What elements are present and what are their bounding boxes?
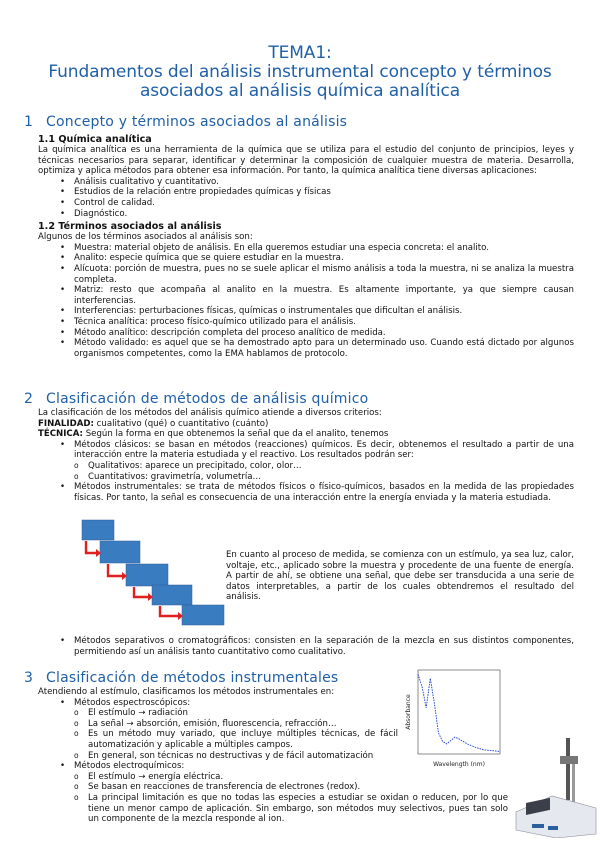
list-item (38, 761, 508, 825)
title-line-1: TEMA1: (268, 43, 332, 63)
tecnica-line (38, 429, 574, 440)
list-item: o El estímulo → radiación (38, 708, 398, 719)
section-1-heading (24, 114, 347, 130)
list-item: • Matriz: resto que acompaña al analito en la muestra. Es altamente importante, ya que siempre causan interferencias. (38, 285, 574, 306)
list-item: o El estímulo → energía eléctrica. (38, 772, 508, 783)
section-2-number: 2 (24, 391, 34, 407)
list-item: o Qualitativos: aparece un precipitado, color, olor… (38, 461, 574, 472)
tecnica-text: Según la forma en que obtenemos la señal que da el analito, tenemos (82, 429, 389, 440)
process-step-box (182, 605, 224, 625)
finalidad-label: FINALIDAD: (38, 418, 94, 429)
applications-list (38, 177, 574, 219)
chart-ylabel: Absorbance (405, 694, 412, 730)
measurement-process-diagram (78, 519, 228, 629)
section-3-title: Clasificación de métodos instrumentales (46, 670, 339, 686)
list-item: o En general, son técnicas no destructivas y de fácil automatización (38, 751, 398, 762)
process-step-box (82, 520, 114, 540)
list-item: • Estudios de la relación entre propiedades químicas y físicas (38, 187, 574, 198)
spectroscopic-label: Métodos espectroscópicos: (74, 697, 191, 708)
list-item: o Cuantitativos: gravimetría, volumetría… (38, 472, 574, 483)
title-line-3: asociados al análisis química analítica (139, 81, 461, 101)
document-title (0, 44, 600, 101)
separative-list (38, 636, 574, 657)
list-item: o La principal limitación es que no todas las especies a estudiar se oxidan o reducen, por lo que tiene un menor campo de aplicación. Sin embargo, son métodos muy selectivos, pues tan solo un componente de la mezcla responde al ion. (38, 793, 508, 825)
section-1-title: Concepto y términos asociados al análisis (46, 114, 348, 130)
electrochemical-sub-list (74, 772, 508, 825)
list-item: • Método validado: es aquel que se ha demostrado apto para un determinado uso. Cuando está dictado por algunos organismos competentes, como la EMA hablamos de protocolo. (38, 338, 574, 359)
section-1-number: 1 (24, 114, 34, 130)
section-2-separative (38, 636, 574, 657)
finalidad-line (38, 419, 574, 430)
tecnica-label: TÉCNICA: (38, 429, 83, 440)
finalidad-text: cualitativo (qué) o cuantitativo (cuánto) (93, 418, 269, 429)
absorbance-spectrum-chart (404, 666, 504, 770)
subsection-1-1-paragraph: La química analítica es una herramienta de la química que se utiliza para el estudio del conjunto de principios, leyes y técnicas necesarios para separar, identificar y determinar la composición de cualquier muestra de materia. Desarrolla, optimiza y aplica métodos para obtener esa información. Por tanto, la química analítica tiene diversas aplicaciones: (38, 145, 574, 177)
measurement-process-paragraph: En cuanto al proceso de medida, se comienza con un estímulo, ya sea luz, calor, voltaje, etc., aplicado sobre la muestra y procedente de una fuente de energía. A partir de ahí, se obtiene una señal, que debe ser transducida a una serie de datos interpretables, a partir de los cuales obtendremos el resultado del análisis. (226, 550, 574, 603)
section-3-heading (24, 670, 338, 686)
list-item: o Es un método muy variado, que incluye múltiples técnicas, de fácil automatización y aplicable a múltiples campos. (38, 729, 398, 750)
process-step-box (100, 541, 140, 563)
section-1-body (38, 134, 574, 359)
list-item: • Técnica analítica: proceso físico-químico utilizado para el análisis. (38, 317, 574, 328)
list-item (38, 440, 574, 482)
list-item: • Métodos separativos o cromatográficos: consisten en la separación de la mezcla en sus distintos componentes, permitiendo así un análisis tanto cuantitativo como cualitativo. (38, 636, 574, 657)
list-item: • Métodos instrumentales: se trata de métodos físicos o físico-químicos, basados en la medida de las propiedades físicas. Por tanto, la señal es consecuencia de una interacción entre la energía enviada y la materia estudiada. (38, 482, 574, 503)
section-2-intro: La clasificación de los métodos del análisis químico atiende a diversos criterios: (38, 408, 382, 418)
electrochemical-instrument-photo (512, 738, 600, 838)
list-item: • Control de calidad. (38, 198, 574, 209)
list-item: • Análisis cualitativo y cuantitativo. (38, 177, 574, 188)
list-item: • Método analítico: descripción completa del proceso analítico de medida. (38, 328, 574, 339)
section-3-number: 3 (24, 670, 34, 686)
list-item: o La señal → absorción, emisión, fluorescencia, refracción… (38, 719, 398, 730)
section-3-intro: Atendiendo al estímulo, clasificamos los métodos instrumentales en: (38, 687, 335, 697)
subsection-1-2-intro: Algunos de los términos asociados al análisis son: (38, 232, 253, 243)
subsection-1-1-title: 1.1 Química analítica (38, 134, 152, 145)
electrochemical-label: Métodos electroquímicos: (74, 761, 185, 772)
list-item: • Analito: especie química que se quiere estudiar en la muestra. (38, 253, 574, 264)
section-2-title: Clasificación de métodos de análisis químico (46, 391, 369, 407)
section-2-body (38, 408, 574, 503)
subsection-1-2-title: 1.2 Términos asociados al análisis (38, 221, 222, 233)
technique-list (38, 440, 574, 504)
list-item: o Se basan en reacciones de transferencia de electrones (redox). (38, 782, 508, 793)
terms-list (38, 243, 574, 360)
list-item: • Muestra: material objeto de análisis. En ella queremos estudiar una especia concreta: el analito. (38, 243, 574, 254)
list-item: • Diagnóstico. (38, 209, 574, 220)
section-2-heading (24, 391, 368, 407)
title-line-2: Fundamentos del análisis instrumental concepto y términos (48, 62, 552, 82)
chart-frame (418, 670, 500, 754)
list-item: • Interferencias: perturbaciones físicas, químicas o instrumentales que dificultan el análisis. (38, 306, 574, 317)
process-step-box (152, 585, 192, 605)
classic-methods-text: Métodos clásicos: se basan en métodos (reacciones) químicos. Es decir, obtenemos el resultado a partir de una interacción entre la materia estudiada y el reactivo. Los resultados podrán ser: (74, 439, 574, 461)
process-step-box (126, 564, 168, 586)
chart-xlabel: Wavelength (nm) (433, 761, 485, 768)
classic-sub-list (74, 461, 574, 482)
list-item: • Alícuota: porción de muestra, pues no se suele aplicar el mismo análisis a toda la muestra, ni se analiza la muestra completa. (38, 264, 574, 285)
